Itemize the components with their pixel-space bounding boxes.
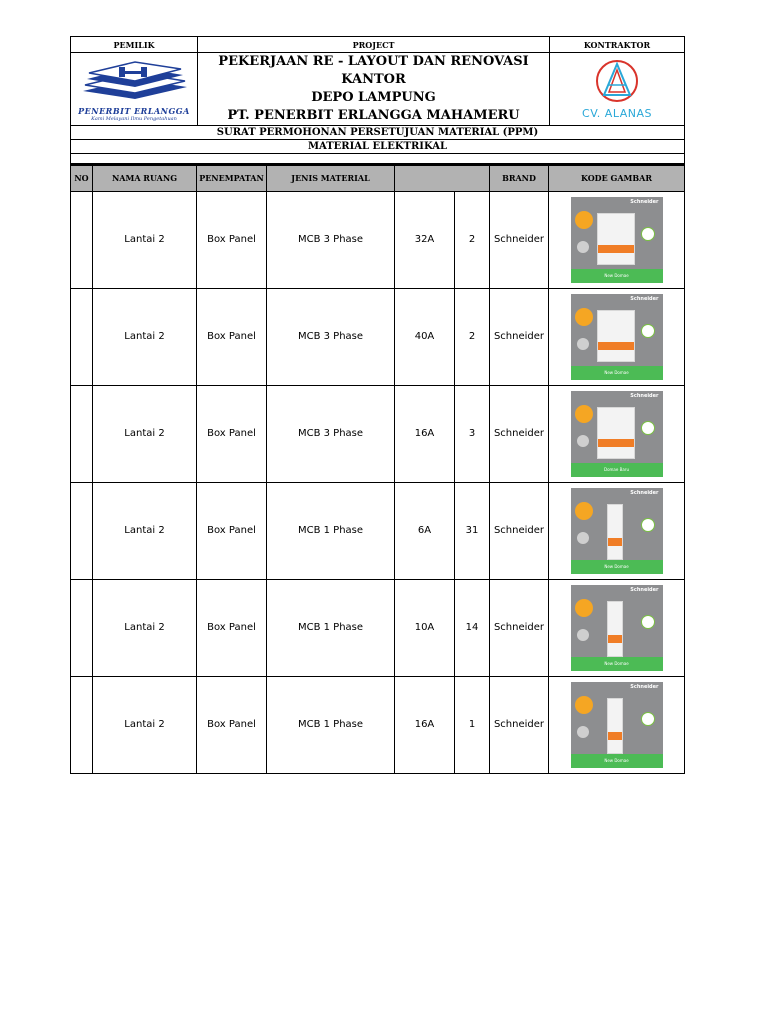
row-no — [71, 482, 93, 579]
owner-logo-text: PENERBIT ERLANGGA — [78, 106, 190, 116]
photo-caption: New Domae — [604, 272, 629, 278]
row-drawing — [549, 579, 685, 676]
col-placement: PENEMPATAN — [197, 165, 267, 191]
row-material: MCB 1 Phase — [267, 579, 395, 676]
row-placement: Box Panel — [197, 482, 267, 579]
row-no — [71, 676, 93, 773]
col-material: JENIS MATERIAL — [267, 165, 395, 191]
product-photo — [571, 391, 663, 477]
row-room: Lantai 2 — [93, 676, 197, 773]
row-rating: 16A — [395, 385, 455, 482]
row-qty: 2 — [455, 288, 490, 385]
project-title-line1: PEKERJAAN RE - LAYOUT DAN RENOVASI KANTOR — [218, 54, 529, 87]
row-drawing — [549, 385, 685, 482]
row-brand: Schneider — [490, 676, 549, 773]
row-rating: 16A — [395, 676, 455, 773]
row-qty: 31 — [455, 482, 490, 579]
photo-dial-icon — [577, 532, 589, 544]
material-table — [70, 164, 685, 774]
table-row — [71, 288, 685, 385]
mcb-device-icon — [607, 601, 623, 657]
owner-logo-cell — [71, 53, 198, 126]
photo-brand-text: Schneider — [630, 198, 659, 205]
row-qty: 3 — [455, 385, 490, 482]
photo-badge-icon — [575, 211, 593, 229]
row-drawing — [549, 288, 685, 385]
photo-footer — [571, 463, 663, 477]
product-photo — [571, 488, 663, 574]
row-material: MCB 3 Phase — [267, 288, 395, 385]
photo-caption: New Domae — [604, 563, 629, 569]
row-placement: Box Panel — [197, 191, 267, 288]
header-spacer — [71, 154, 685, 164]
row-placement: Box Panel — [197, 385, 267, 482]
row-material: MCB 3 Phase — [267, 191, 395, 288]
col-brand: BRAND — [490, 165, 549, 191]
photo-eco-icon — [641, 615, 655, 629]
row-room: Lantai 2 — [93, 191, 197, 288]
photo-eco-icon — [641, 227, 655, 241]
photo-caption: Domae Baru — [604, 466, 629, 472]
row-rating: 32A — [395, 191, 455, 288]
row-qty: 2 — [455, 191, 490, 288]
table-row — [71, 579, 685, 676]
row-no — [71, 191, 93, 288]
photo-eco-icon — [641, 421, 655, 435]
row-room: Lantai 2 — [93, 579, 197, 676]
row-placement: Box Panel — [197, 676, 267, 773]
row-room: Lantai 2 — [93, 482, 197, 579]
mcb-device-icon — [607, 698, 623, 754]
photo-dial-icon — [577, 629, 589, 641]
row-qty: 1 — [455, 676, 490, 773]
row-placement: Box Panel — [197, 579, 267, 676]
photo-footer — [571, 754, 663, 768]
row-brand: Schneider — [490, 385, 549, 482]
photo-eco-icon — [641, 518, 655, 532]
product-photo — [571, 585, 663, 671]
mcb-device-icon — [597, 407, 635, 459]
row-material: MCB 1 Phase — [267, 482, 395, 579]
photo-footer — [571, 657, 663, 671]
contractor-logo-cell — [550, 53, 685, 126]
row-no — [71, 288, 93, 385]
col-rating-qty — [395, 165, 490, 191]
photo-badge-icon — [575, 502, 593, 520]
product-photo — [571, 682, 663, 768]
photo-footer — [571, 269, 663, 283]
photo-footer — [571, 366, 663, 380]
project-title-line3: PT. PENERBIT ERLANGGA MAHAMERU — [227, 108, 520, 123]
row-room: Lantai 2 — [93, 288, 197, 385]
row-no — [71, 579, 93, 676]
photo-badge-icon — [575, 599, 593, 617]
photo-badge-icon — [575, 405, 593, 423]
photo-badge-icon — [575, 696, 593, 714]
table-row — [71, 482, 685, 579]
project-title-cell — [198, 53, 550, 126]
col-no: NO — [71, 165, 93, 191]
row-brand: Schneider — [490, 579, 549, 676]
col-room: NAMA RUANG — [93, 165, 197, 191]
row-rating: 40A — [395, 288, 455, 385]
photo-brand-text: Schneider — [630, 392, 659, 399]
photo-eco-icon — [641, 324, 655, 338]
photo-caption: New Domae — [604, 757, 629, 763]
photo-badge-icon — [575, 308, 593, 326]
photo-eco-icon — [641, 712, 655, 726]
document-title: SURAT PERMOHONAN PERSETUJUAN MATERIAL (PPM) — [71, 126, 685, 140]
row-qty: 14 — [455, 579, 490, 676]
project-title-line2: DEPO LAMPUNG — [311, 90, 436, 105]
document-subtitle: MATERIAL ELEKTRIKAL — [71, 140, 685, 154]
owner-label: PEMILIK — [71, 37, 198, 53]
photo-dial-icon — [577, 241, 589, 253]
row-brand: Schneider — [490, 288, 549, 385]
photo-caption: New Domae — [604, 369, 629, 375]
row-drawing — [549, 191, 685, 288]
table-row — [71, 191, 685, 288]
row-no — [71, 385, 93, 482]
product-photo — [571, 294, 663, 380]
book-stack-icon — [75, 61, 193, 101]
contractor-logo-text: CV. ALANAS — [582, 107, 652, 120]
alanas-emblem-icon — [582, 59, 652, 103]
photo-brand-text: Schneider — [630, 295, 659, 302]
photo-footer — [571, 560, 663, 574]
table-row — [71, 676, 685, 773]
col-drawing: KODE GAMBAR — [549, 165, 685, 191]
row-drawing — [549, 676, 685, 773]
table-row — [71, 385, 685, 482]
photo-caption: New Domae — [604, 660, 629, 666]
row-material: MCB 1 Phase — [267, 676, 395, 773]
contractor-label: KONTRAKTOR — [550, 37, 685, 53]
contractor-logo — [582, 59, 652, 119]
product-photo — [571, 197, 663, 283]
photo-dial-icon — [577, 435, 589, 447]
photo-brand-text: Schneider — [630, 683, 659, 690]
photo-brand-text: Schneider — [630, 489, 659, 496]
row-room: Lantai 2 — [93, 385, 197, 482]
row-brand: Schneider — [490, 191, 549, 288]
owner-logo-tagline: Kami Melayani Ilmu Pengetahuan — [91, 116, 177, 122]
header-table — [70, 36, 685, 164]
row-rating: 6A — [395, 482, 455, 579]
mcb-device-icon — [597, 213, 635, 265]
photo-dial-icon — [577, 726, 589, 738]
row-material: MCB 3 Phase — [267, 385, 395, 482]
ppm-sheet — [70, 36, 684, 774]
row-drawing — [549, 482, 685, 579]
mcb-device-icon — [597, 310, 635, 362]
photo-dial-icon — [577, 338, 589, 350]
table-header-row — [71, 165, 685, 191]
mcb-device-icon — [607, 504, 623, 560]
project-label: PROJECT — [198, 37, 550, 53]
photo-brand-text: Schneider — [630, 586, 659, 593]
row-rating: 10A — [395, 579, 455, 676]
row-placement: Box Panel — [197, 288, 267, 385]
row-brand: Schneider — [490, 482, 549, 579]
owner-logo — [75, 61, 193, 122]
